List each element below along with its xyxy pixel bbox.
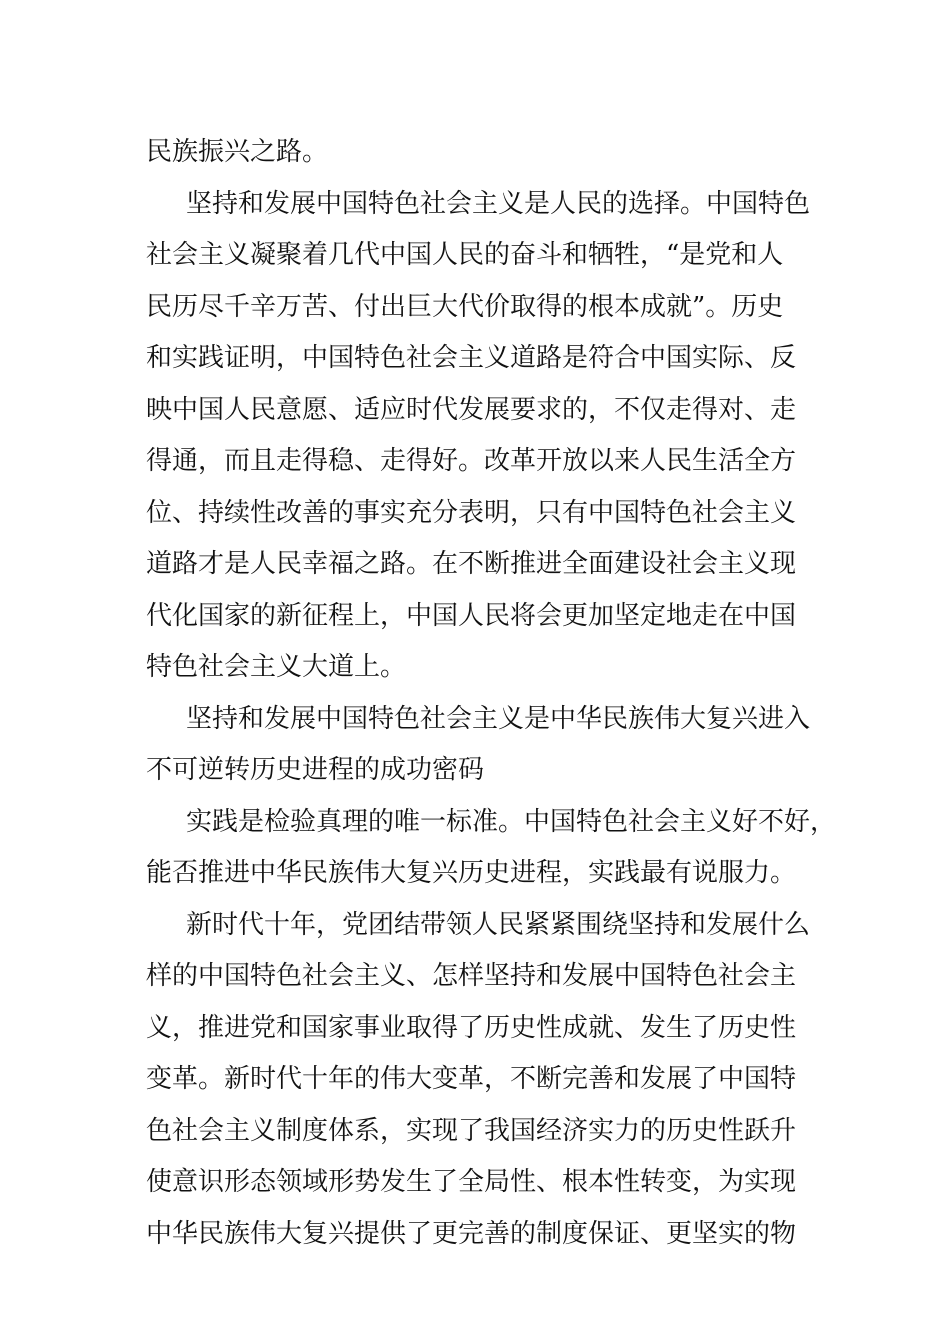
text-line-9: 道路才是人民幸福之路。在不断推进全面建设社会主义现 [146,549,797,579]
text-line-19: 变革。新时代十年的伟大变革，不断完善和发展了中国特 [146,1064,797,1094]
text-line-12: 坚持和发展中国特色社会主义是中华民族伟大复兴进入 [186,703,811,734]
text-line-8: 位、持续性改善的事实充分表明，只有中国特色社会主义 [146,497,797,528]
text-line-17: 样的中国特色社会主义、怎样坚持和发展中国特色社会主 [146,961,797,991]
text-line-13: 不可逆转历史进程的成功密码 [146,755,485,785]
text-line-5: 和实践证明，中国特色社会主义道路是符合中国实际、反 [146,343,797,373]
text-line-4: 民历尽千辛万苦、付出巨大代价取得的根本成就”。历史 [146,291,784,322]
document-body [146,127,837,1260]
text-line-15: 能否推进中华民族伟大复兴历史进程，实践最有说服力。 [146,858,797,888]
text-line-20: 色社会主义制度体系，实现了我国经济实力的历史性跃升 [146,1115,797,1146]
text-line-21: 使意识形态领域形势发生了全局性、根本性转变，为实现 [146,1167,797,1197]
text-line-14: 实践是检验真理的唯一标准。中国特色社会主义好不好， [186,806,837,837]
text-line-16: 新时代十年，党团结带领人民紧紧围绕坚持和发展什么 [186,909,811,940]
text-line-18: 义，推进党和国家事业取得了历史性成就、发生了历史性 [146,1012,797,1043]
text-line-2: 坚持和发展中国特色社会主义是人民的选择。中国特色 [186,188,811,219]
text-line-7: 得通，而且走得稳、走得好。改革开放以来人民生活全方 [146,446,797,476]
text-line-3: 社会主义凝聚着几代中国人民的奋斗和牺牲，“是党和人 [146,240,784,270]
text-line-11: 特色社会主义大道上。 [146,652,407,682]
text-line-1: 民族振兴之路。 [146,137,329,167]
text-line-10: 代化国家的新征程上，中国人民将会更加坚定地走在中国 [146,600,797,631]
text-line-22: 中华民族伟大复兴提供了更完善的制度保证、更坚实的物 [146,1218,797,1249]
text-line-6: 映中国人民意愿、适应时代发展要求的，不仅走得对、走 [146,394,797,425]
